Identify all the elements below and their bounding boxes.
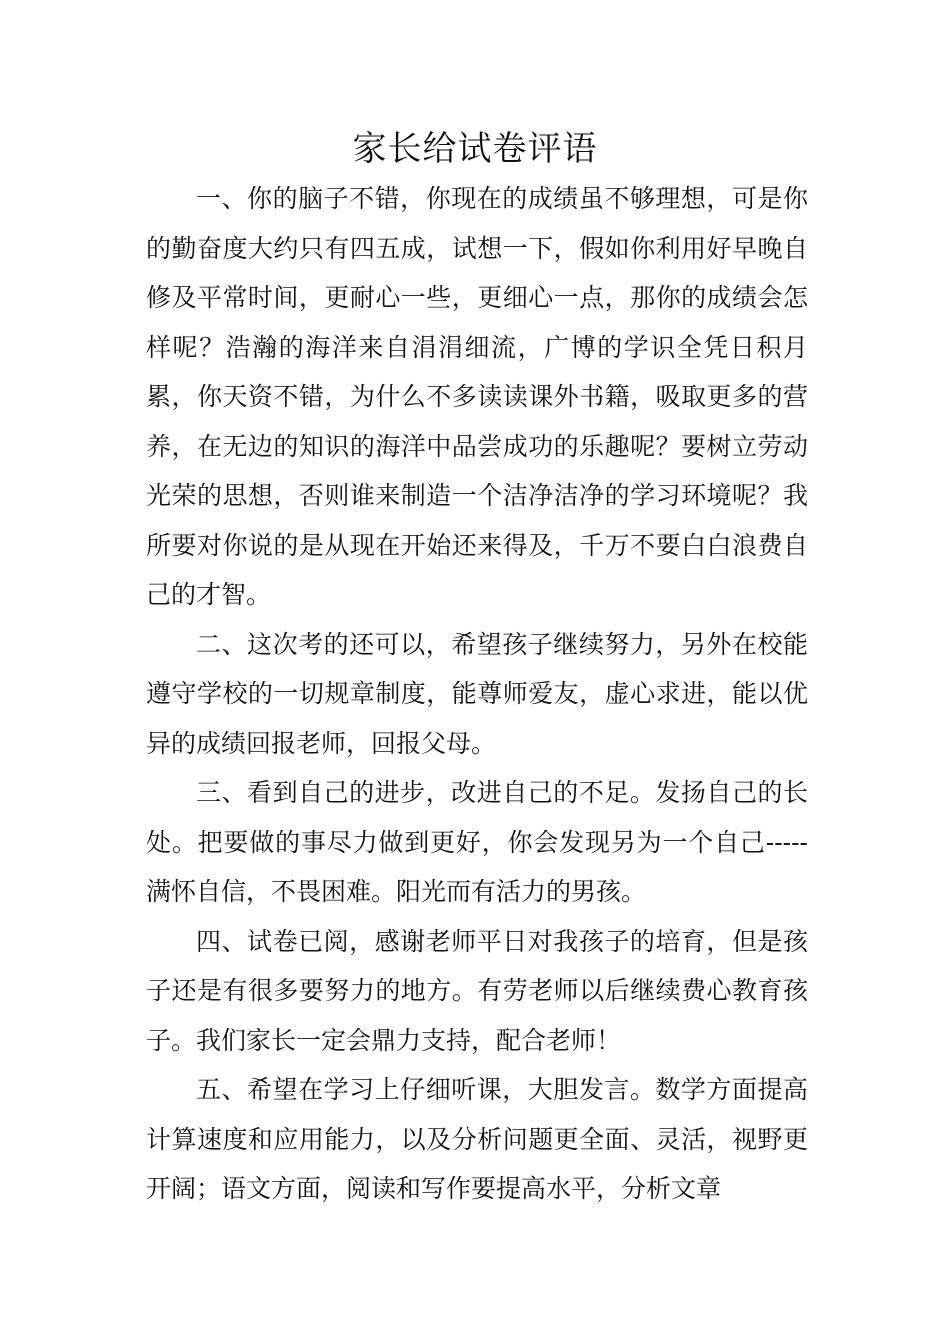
paragraph-5: 五、希望在学习上仔细听课，大胆发言。数学方面提高计算速度和应用能力，以及分析问题更全面、灵活，视野更开阔；语文方面，阅读和写作要提高水平，分析文章 [146, 1075, 808, 1203]
paragraph-1: 一、你的脑子不错，你现在的成绩虽不够理想，可是你的勤奋度大约只有四五成，试想一下，假如你利用好早晚自修及平常时间，更耐心一些，更细心一点，那你的成绩会怎样呢？浩瀚的海洋来自涓涓细流，广博的学识全凭日积月累，你天资不错，为什么不多读读课外书籍，吸取更多的营养，在无边的知识的海洋中品尝成功的乐趣呢？要树立劳动光荣的思想，否则谁来制造一个洁净洁净的学习环境呢？我所要对你说的是从现在开始还来得及，千万不要白白浪费自己的才智。 [146, 184, 808, 609]
document-body [146, 174, 808, 1214]
paragraph-3: 三、看到自己的进步，改进自己的不足。发扬自己的长处。把要做的事尽力做到更好，你会发现另为一个自己-----满怀自信，不畏困难。阳光而有活力的男孩。 [146, 778, 808, 906]
paragraph-4: 四、试卷已阅，感谢老师平日对我孩子的培育，但是孩子还是有很多要努力的地方。有劳老师以后继续费心教育孩子。我们家长一定会鼎力支持，配合老师！ [146, 926, 808, 1055]
paragraph-2: 二、这次考的还可以，希望孩子继续努力，另外在校能遵守学校的一切规章制度，能尊师爱友，虚心求进，能以优异的成绩回报老师，回报父母。 [146, 629, 808, 758]
document-title: 家长给试卷评语 [352, 129, 598, 169]
